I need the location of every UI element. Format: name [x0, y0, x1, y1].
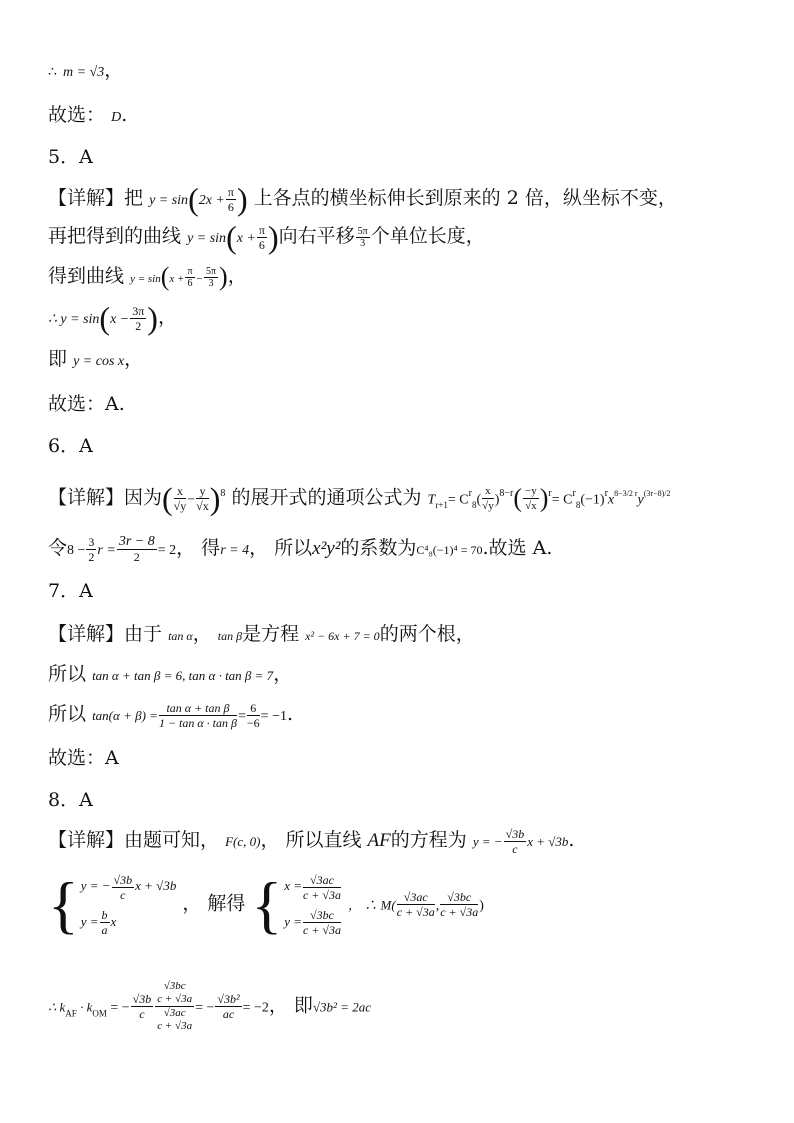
fraction: $\frac{√3b}{c}$ — [505, 826, 525, 856]
fraction: $\frac{√3b}{c}$ — [113, 872, 133, 902]
q5-answer: 故选：A. — [48, 393, 125, 415]
fraction: $\frac{√3b}{c}$ — [132, 992, 152, 1021]
q6-line-2: 令8 − $\frac{3}{2}$ r = $\frac{3r - 8}{2}$ = 2， 得r = 4， 所以x²y²的系数为C⁴₈(−1)⁴ = 70.故选 A. — [48, 533, 553, 564]
question-7-title: 7．A — [48, 580, 93, 602]
question-5-title: 5．A — [48, 146, 93, 168]
fraction: $\frac{\text{tan α + tan β}}{\text{1 − tan α · tan β}}$ — [158, 700, 237, 730]
fraction: $\frac{√3bc}{c + √3a}$ — [302, 908, 341, 938]
fraction: $\frac{3}{2}$ — [88, 534, 95, 564]
q5-line-3: 得到曲线 y = sin(x + $\frac{\pi}{6}$ − $\frac{5\pi}{3}$ )， — [48, 262, 247, 291]
fraction: $\frac{3r - 8}{2}$ — [118, 533, 155, 564]
question-6-title: 6．A — [48, 435, 93, 457]
q7-line-2: 所以 tan α + tan β = 6, tan α · tan β = 7， — [48, 663, 293, 685]
fraction: $\frac{y}{√x}$ — [196, 483, 209, 513]
q7-answer: 故选：A — [48, 747, 119, 769]
question-8-title: 8．A — [48, 789, 93, 811]
q8-system: { y = − $\frac{√3b}{c}$ x + √3b y = $\frac{b}{a}$ x ， 解得 { x = $\frac{√3ac}{c + √3a}$ y = $\frac{√3bc}{c + √3a}$ ， ∴ M( $\frac{√3ac}{c + √3a}$ , $\frac{√3bc}{c + √3a}$ ) — [48, 868, 484, 940]
equation-system: { y = − $\frac{√3b}{c}$ x + √3b y = $\frac{b}{a}$ x — [48, 868, 177, 940]
fraction: $\frac{\pi}{6}$ — [227, 184, 234, 214]
fraction: $\frac{\pi}{6}$ — [187, 265, 193, 289]
q8-slope-product: ∴ $k_{AF} \cdot k_{OM}$ = − $\frac{√3b}{c}$ √3bc c + √3a √3ac c + √3a = − $\frac{\text{√3b²}}{ac}$ = −2， 即√3b² = 2ac — [48, 980, 371, 1032]
fraction: $\frac{3\pi}{2}$ — [132, 303, 145, 333]
line-m-result: ∴ m = √3， — [48, 59, 124, 81]
line-answer-d: 故选： D. — [48, 104, 128, 126]
fraction: $\frac{5\pi}{3}$ — [205, 265, 217, 289]
q7-line-3: 所以 tan(α + β) = $\frac{\text{tan α + tan β}}{\text{1 − tan α · tan β}}$ = $\frac{6}{-6}$ = −1. — [48, 700, 294, 730]
q5-line-1: 【详解】把 y = sin(2x + $\frac{\pi}{6}$ ) 上各点的横坐标伸长到原来的 2 倍，纵坐标不变， — [48, 181, 677, 217]
fraction: $\frac{√3bc}{c + √3a}$ — [440, 890, 479, 920]
q5-line-2: 再把得到的曲线 y = sin(x + $\frac{\pi}{6}$ )向右平移 $\frac{5\pi}{3}$ 个单位长度， — [48, 219, 485, 255]
q6-line-1: 【详解】因为( $\frac{x}{√y}$ − $\frac{y}{√x}$ )$^8$ 的展开式的通项公式为 $T_{r+1}= C^r_8$( $\frac{x}{√y}$ )$^{8-r}$( $\frac{-y}{√x}$ )$^r= C^r_8(-1)^rx^{8-3/2 r}y^{(3r-8)/2}$ — [48, 480, 671, 517]
fraction: $\frac{-y}{√x}$ — [525, 484, 537, 512]
fraction: $\frac{\pi}{6}$ — [258, 222, 265, 252]
fraction: $\frac{6}{-6}$ — [246, 700, 260, 730]
fraction: $\frac{x}{√y}$ — [482, 484, 494, 512]
fraction: $\frac{b}{a}$ — [101, 908, 108, 938]
solution-system: { x = $\frac{√3ac}{c + √3a}$ y = $\frac{√3bc}{c + √3a}$ — [251, 868, 341, 940]
q7-line-1: 【详解】由于 tan α， tan β是方程 x² − 6x + 7 = 0的两个根， — [48, 623, 475, 645]
q8-line-1: 【详解】由题可知， F(c, 0)， 所以直线 AF的方程为 y = − $\frac{√3b}{c}$ x + √3b. — [48, 826, 575, 856]
fraction: $\frac{5\pi}{3}$ — [357, 225, 368, 249]
fraction: $\frac{\text{√3b²}}{ac}$ — [217, 992, 240, 1021]
q5-line-5: 即 y = cos x， — [48, 348, 144, 370]
fraction: $\frac{x}{√y}$ — [173, 483, 187, 513]
fraction: $\frac{√3ac}{c + √3a}$ — [302, 872, 341, 902]
compound-fraction: √3bc c + √3a √3ac c + √3a — [157, 980, 193, 1032]
q5-line-4: ∴ y = sin(x − $\frac{3\pi}{2}$ )， — [48, 300, 177, 336]
fraction: $\frac{√3ac}{c + √3a}$ — [396, 890, 435, 920]
